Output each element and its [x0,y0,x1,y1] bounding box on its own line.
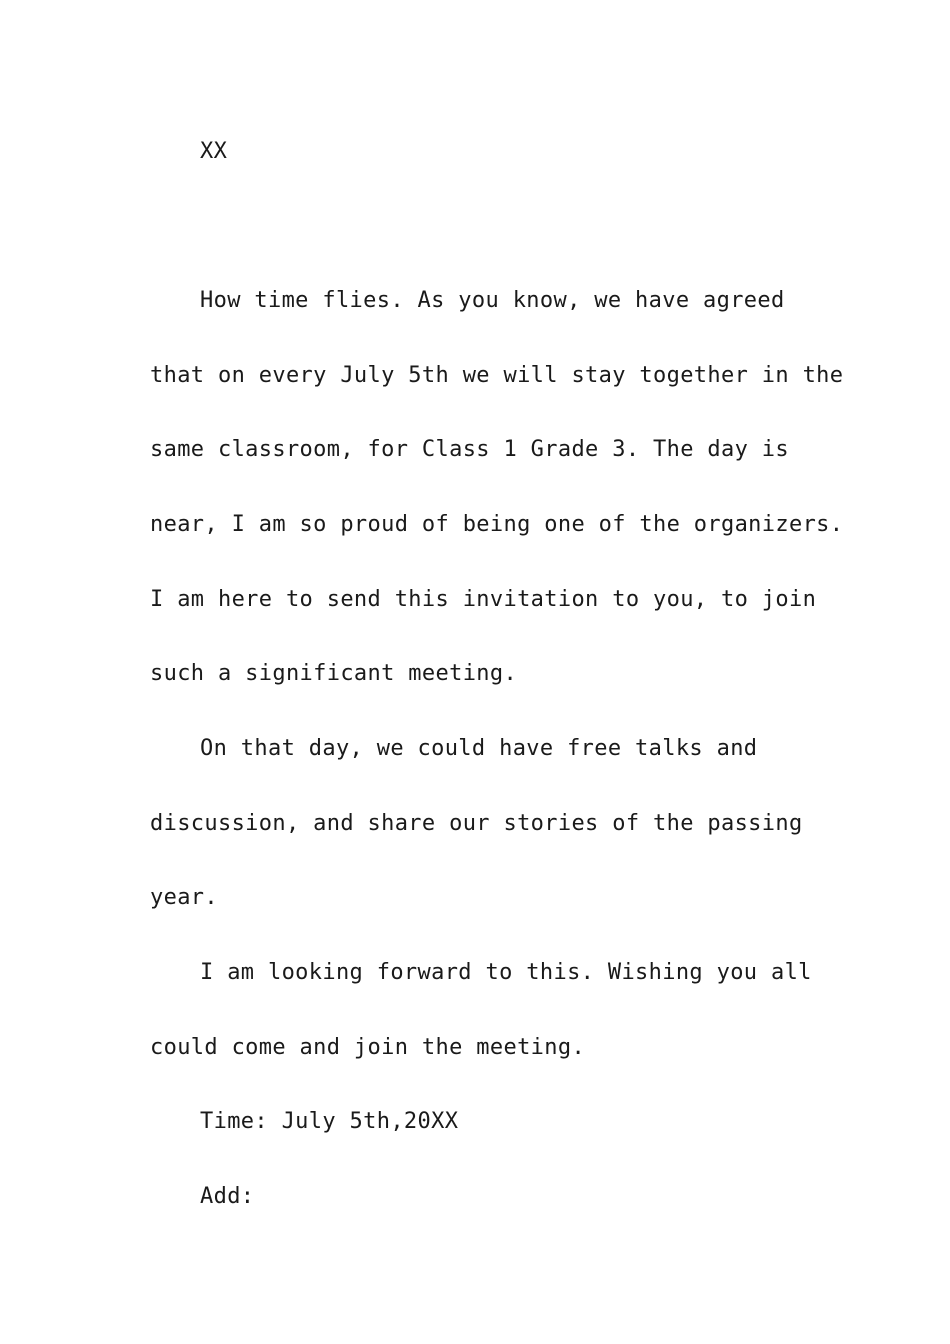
paragraph-1-line-1: How time flies. As you know, we have agreed [200,288,785,313]
address-line: Add: [200,1184,255,1209]
paragraph-1-line-3: same classroom, for Class 1 Grade 3. The day is [150,437,789,462]
paragraph-3-line-2: could come and join the meeting. [150,1035,586,1060]
paragraph-1-line-6: such a significant meeting. [150,661,518,686]
paragraph-1-line-2: that on every July 5th we will stay together in the [150,363,844,388]
paragraph-1-line-4: near, I am so proud of being one of the organizers. [150,512,844,537]
paragraph-1-line-5: I am here to send this invitation to you, to join [150,587,817,612]
paragraph-2-line-2: discussion, and share our stories of the passing [150,811,803,836]
time-line: Time: July 5th,20XX [200,1109,459,1134]
recipient-name: XX [200,139,228,164]
paragraph-2-line-3: year. [150,885,218,910]
paragraph-3-line-1: I am looking forward to this. Wishing you all [200,960,812,985]
paragraph-2-line-1: On that day, we could have free talks and [200,736,758,761]
